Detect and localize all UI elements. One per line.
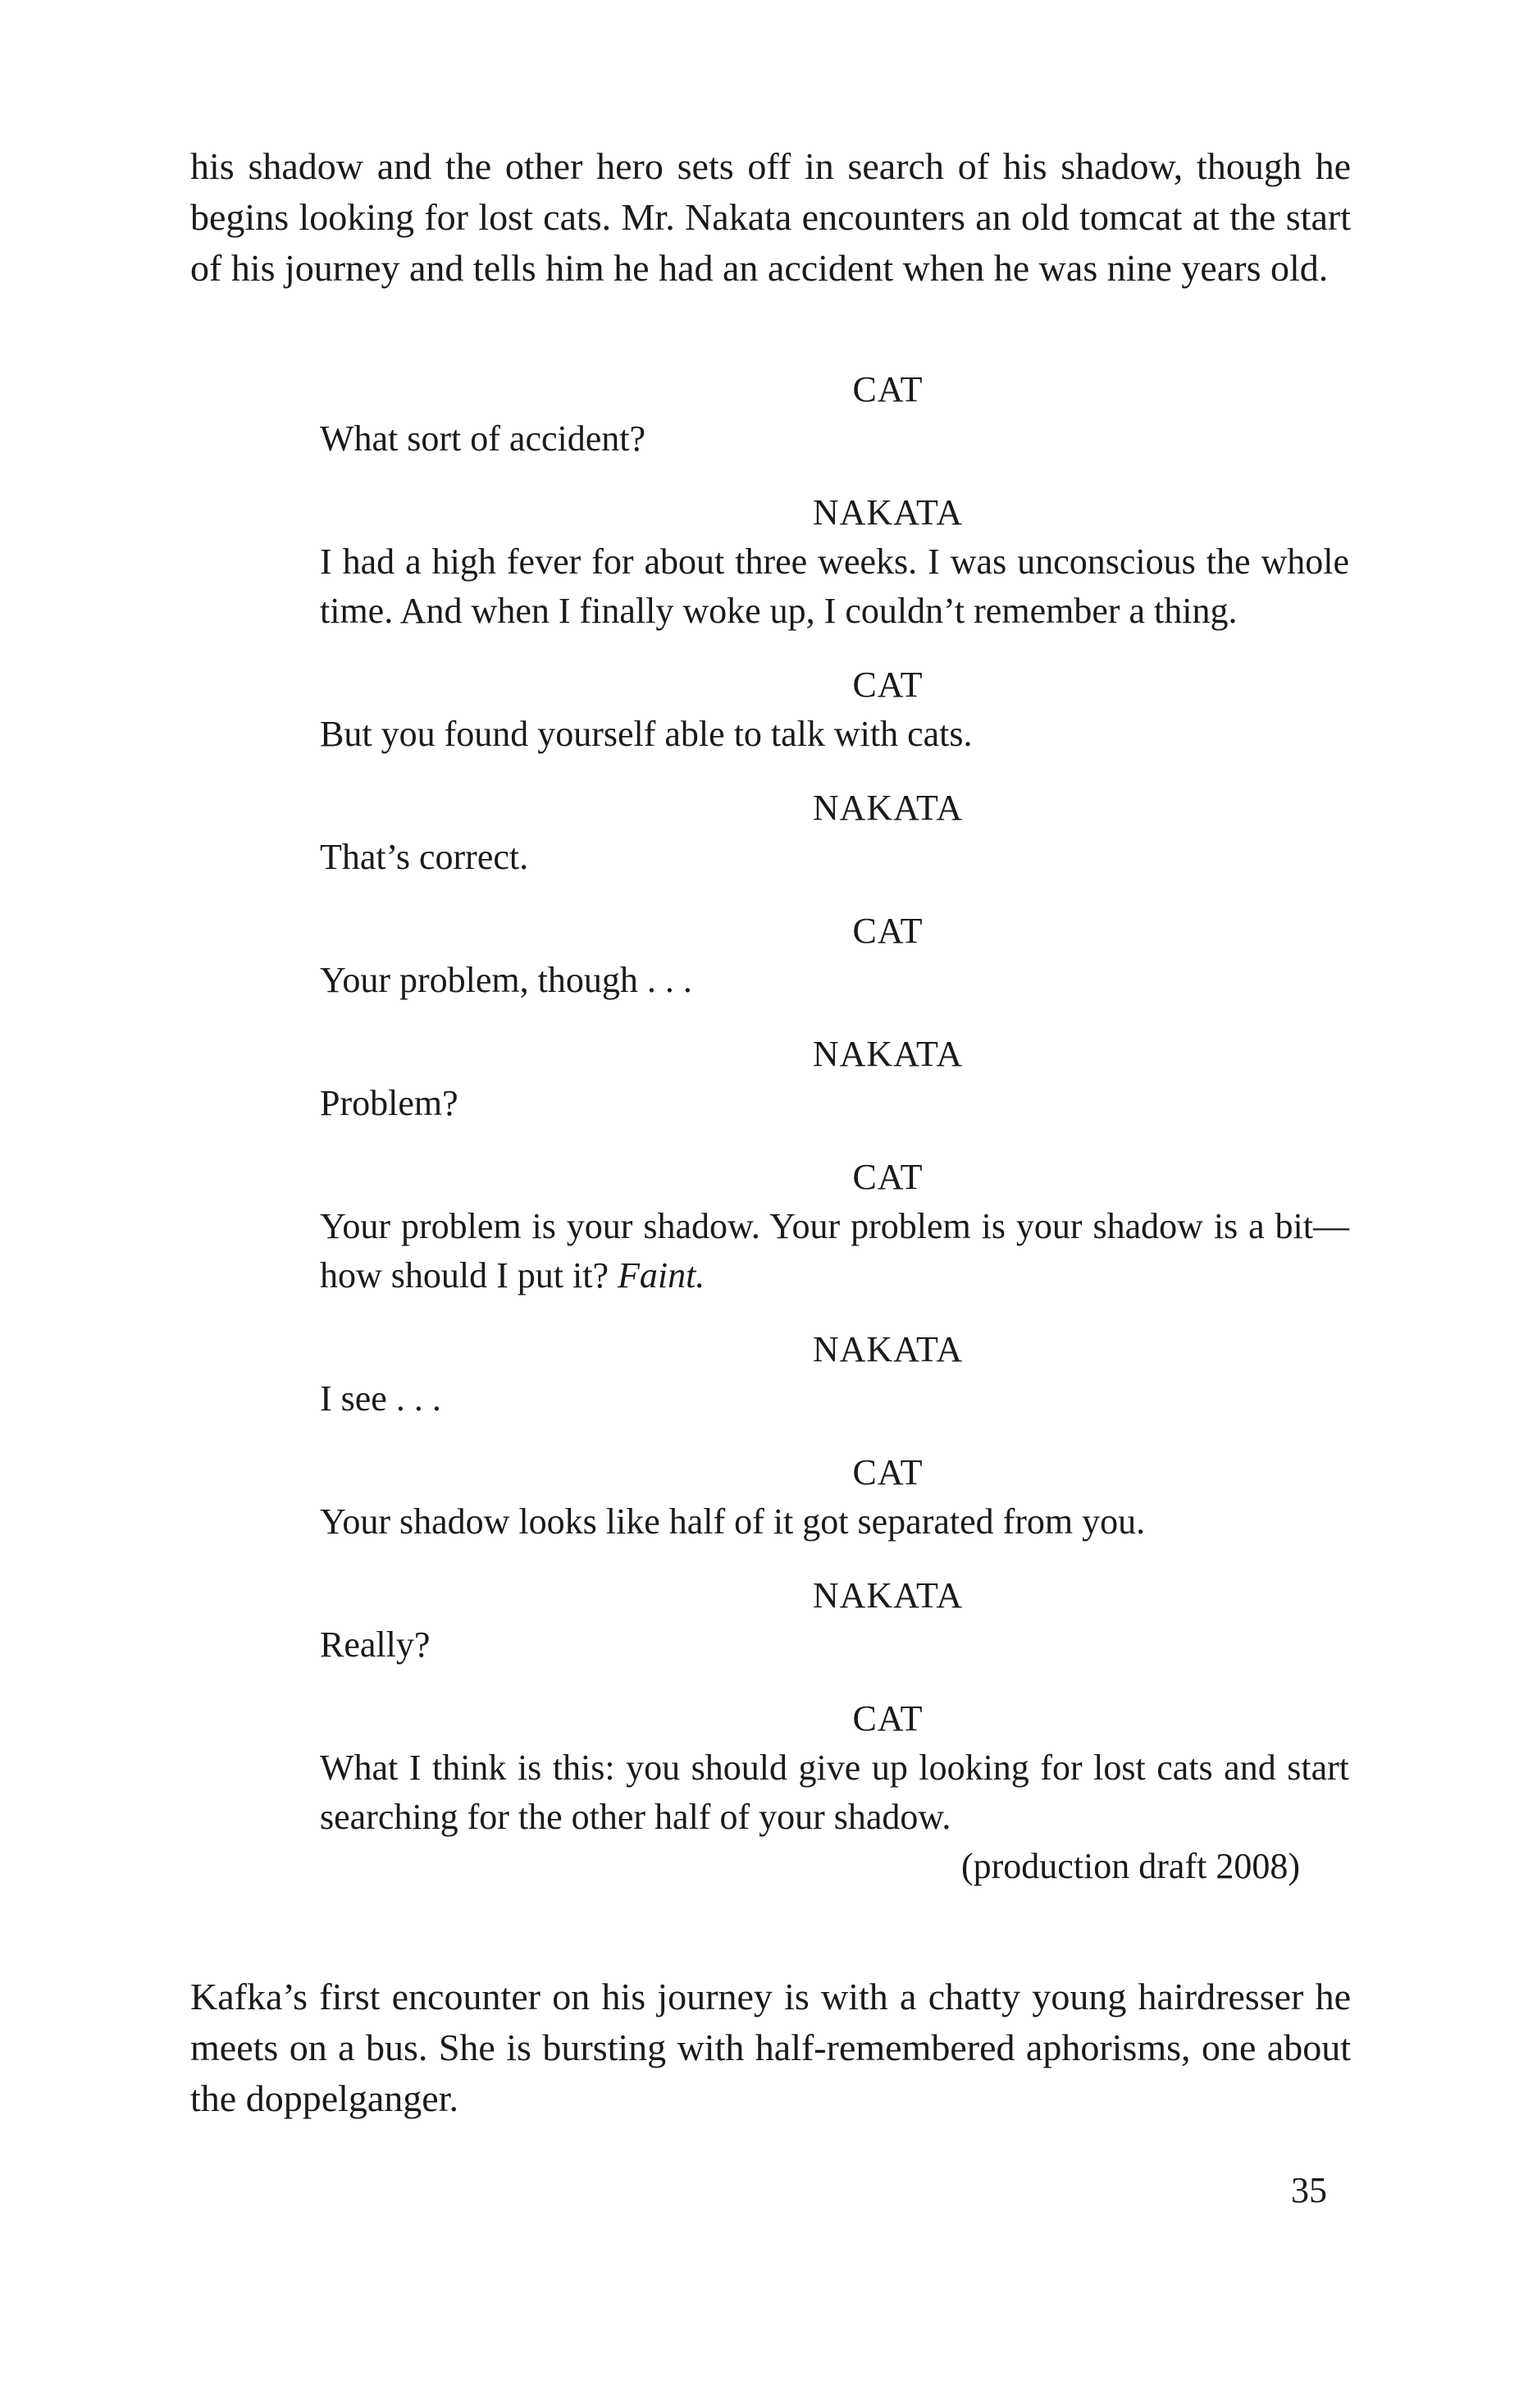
speaker-name: CAT — [852, 911, 924, 951]
speaker-name: NAKATA — [812, 1575, 964, 1615]
dialogue-line: Your problem, though . . . — [320, 960, 692, 1000]
dialogue-block — [320, 660, 1349, 759]
dialogue-line: Problem? — [320, 1083, 458, 1123]
speaker-name: CAT — [852, 1452, 924, 1492]
dialogue-block — [320, 488, 1349, 636]
dialogue-block — [320, 1325, 1349, 1423]
dialogue-line: Really? — [320, 1624, 431, 1665]
dialogue-line — [320, 1202, 1349, 1300]
opening-paragraph: his shadow and the other hero sets off in search of his shadow, though he begins looking for lost cats. Mr. Nakata encounters an old tomcat at the start of his journey and tells him he had an accident when he was nine years old. — [190, 145, 1351, 289]
speaker-name: CAT — [852, 665, 924, 705]
dialogue-block — [320, 1030, 1349, 1128]
source-credit: (production draft 2008) — [961, 1846, 1300, 1886]
dialogue-block — [320, 1153, 1349, 1300]
dialogue-block — [320, 907, 1349, 1005]
page-number: 35 — [1291, 2170, 1327, 2210]
dialogue-block — [320, 1448, 1349, 1547]
script-excerpt — [320, 365, 1349, 1891]
dialogue-text: Your problem is your shadow. Your problem is your shadow is a bit—how should I put it? — [320, 1206, 1349, 1295]
dialogue-line: I see . . . — [320, 1378, 441, 1419]
speaker-name: NAKATA — [812, 1034, 964, 1074]
speaker-name: CAT — [852, 1157, 924, 1197]
dialogue-line: What sort of accident? — [320, 418, 646, 459]
speaker-name: CAT — [852, 369, 924, 409]
dialogue-line: What I think is this: you should give up looking for lost cats and start searching for the other half of your shadow. — [320, 1748, 1349, 1837]
dialogue-block — [320, 1694, 1349, 1842]
speaker-name: CAT — [852, 1698, 924, 1739]
dialogue-line: But you found yourself able to talk with cats. — [320, 714, 973, 754]
speaker-name: NAKATA — [812, 1329, 964, 1369]
dialogue-block — [320, 1571, 1349, 1670]
dialogue-line: Your shadow looks like half of it got separated from you. — [320, 1501, 1146, 1542]
speaker-name: NAKATA — [812, 788, 964, 828]
dialogue-line: That’s correct. — [320, 837, 529, 877]
dialogue-line: I had a high fever for about three weeks. I was unconscious the whole time. And when I finally woke up, I couldn’t remember a thing. — [320, 541, 1349, 631]
dialogue-block — [320, 365, 1349, 464]
speaker-name: NAKATA — [812, 492, 964, 532]
closing-paragraph: Kafka’s first encounter on his journey is with a chatty young hairdresser he meets on a bus. She is bursting with half-remembered aphorisms, one about the doppelganger. — [190, 1976, 1351, 2119]
dialogue-block — [320, 784, 1349, 882]
emphasized-text: Faint. — [617, 1255, 705, 1295]
